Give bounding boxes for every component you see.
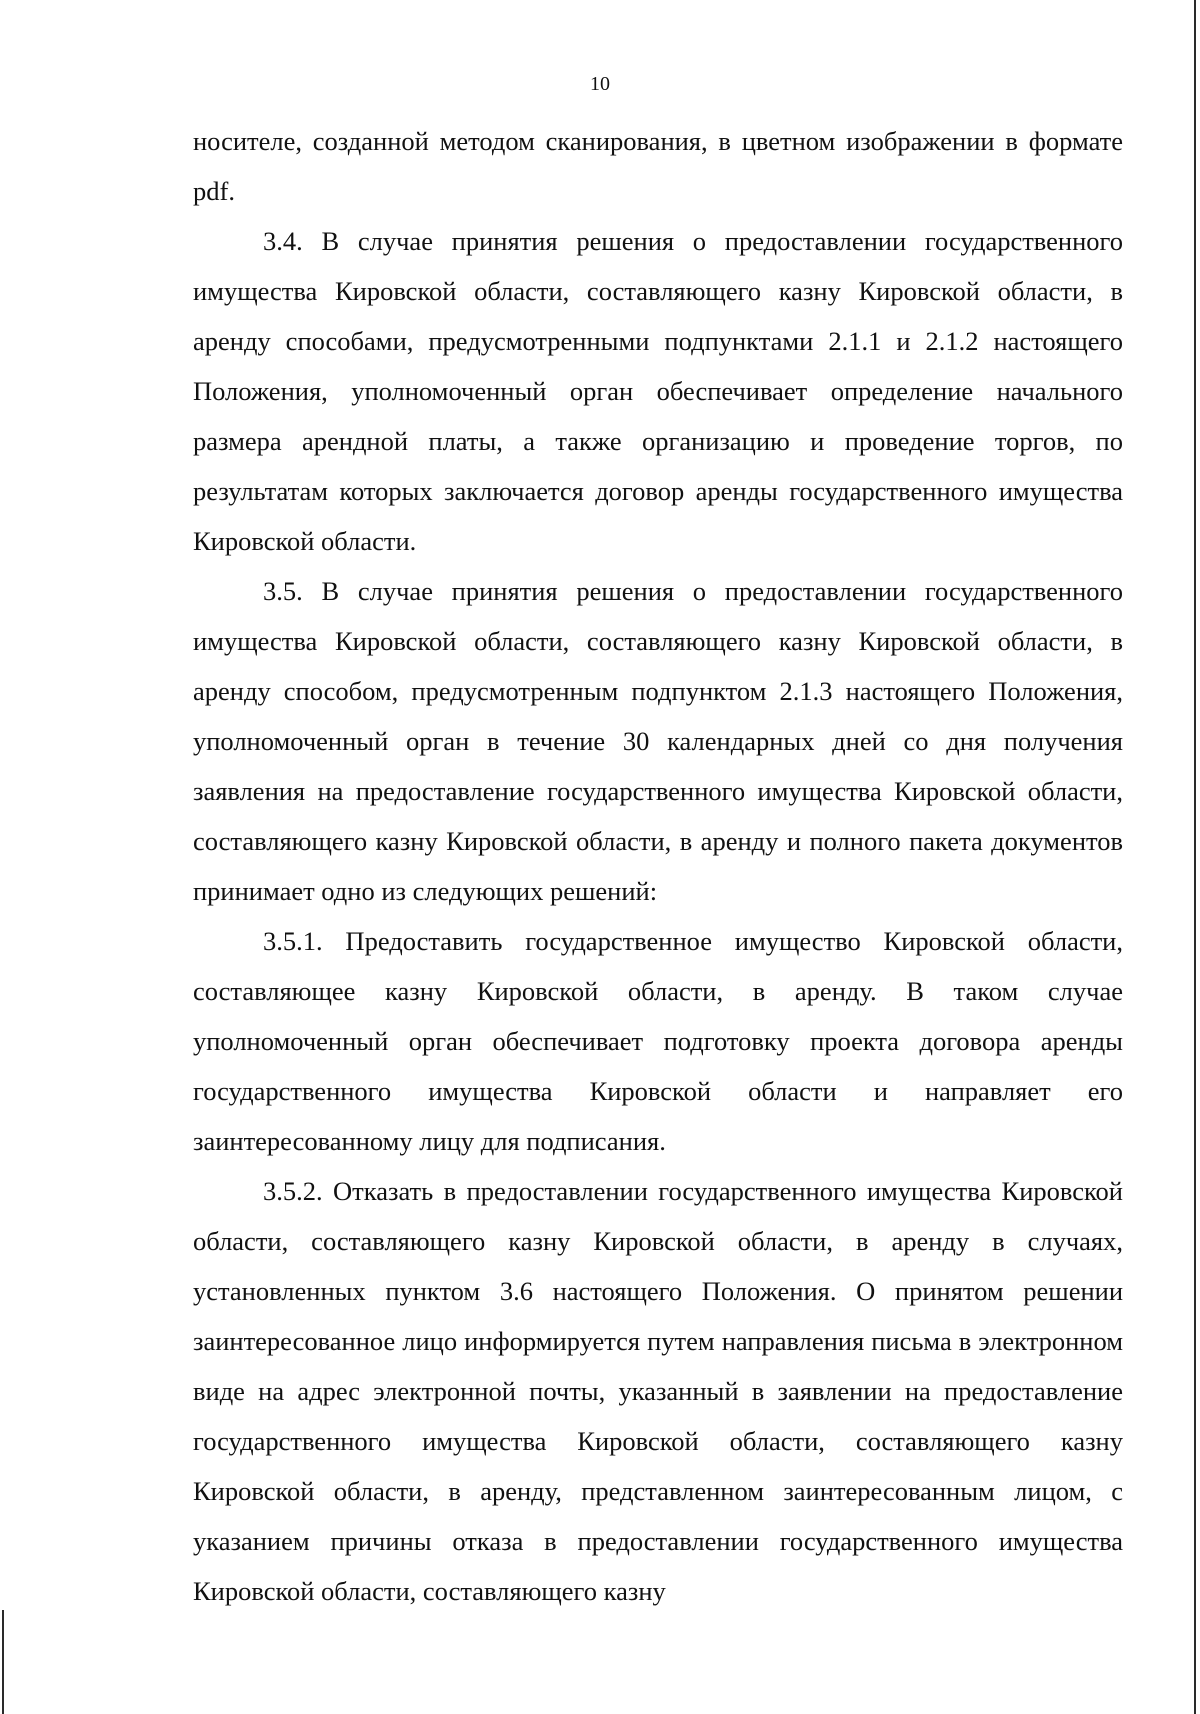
document-body [193,116,1123,1616]
paragraph-3-5-2: 3.5.2. Отказать в предоставлении государственного имущества Кировской области, составляющего казну Кировской области, в аренду в случаях, установленных пунктом 3.6 настоящего Положения. О принятом решении заинтересованное лицо информируется путем направления письма в электронном виде на адрес электронной почты, указанный в заявлении на предоставление государственного имущества Кировской области, составляющего казну Кировской области, в аренду, представленном заинтересованным лицом, с указанием причины отказа в предоставлении государственного имущества Кировской области, составляющего казну [193,1176,1123,1606]
page-number: 10 [590,73,610,95]
paragraph-3-4: 3.4. В случае принятия решения о предоставлении государственного имущества Кировской области, составляющего казну Кировской области, в аренду способами, предусмотренными подпунктами 2.1.1 и 2.1.2 настоящего Положения, уполномоченный орган обеспечивает определение начального размера арендной платы, а также организацию и проведение торгов, по результатам которых заключается договор аренды государственного имущества Кировской области. [193,226,1123,556]
paragraph-3-5-1: 3.5.1. Предоставить государственное имущество Кировской области, составляющее казну Кировской области, в аренду. В таком случае уполномоченный орган обеспечивает подготовку проекта договора аренды государственного имущества Кировской области и направляет его заинтересованному лицу для подписания. [193,926,1123,1156]
paragraph-continuation: носителе, созданной методом сканирования, в цветном изображении в формате pdf. [193,126,1123,206]
scan-edge-left [2,1610,4,1714]
scan-edge-right [1194,0,1196,1714]
paragraph-3-5: 3.5. В случае принятия решения о предоставлении государственного имущества Кировской области, составляющего казну Кировской области, в аренду способом, предусмотренным подпунктом 2.1.3 настоящего Положения, уполномоченный орган в течение 30 календарных дней со дня получения заявления на предоставление государственного имущества Кировской области, составляющего казну Кировской области, в аренду и полного пакета документов принимает одно из следующих решений: [193,576,1123,906]
